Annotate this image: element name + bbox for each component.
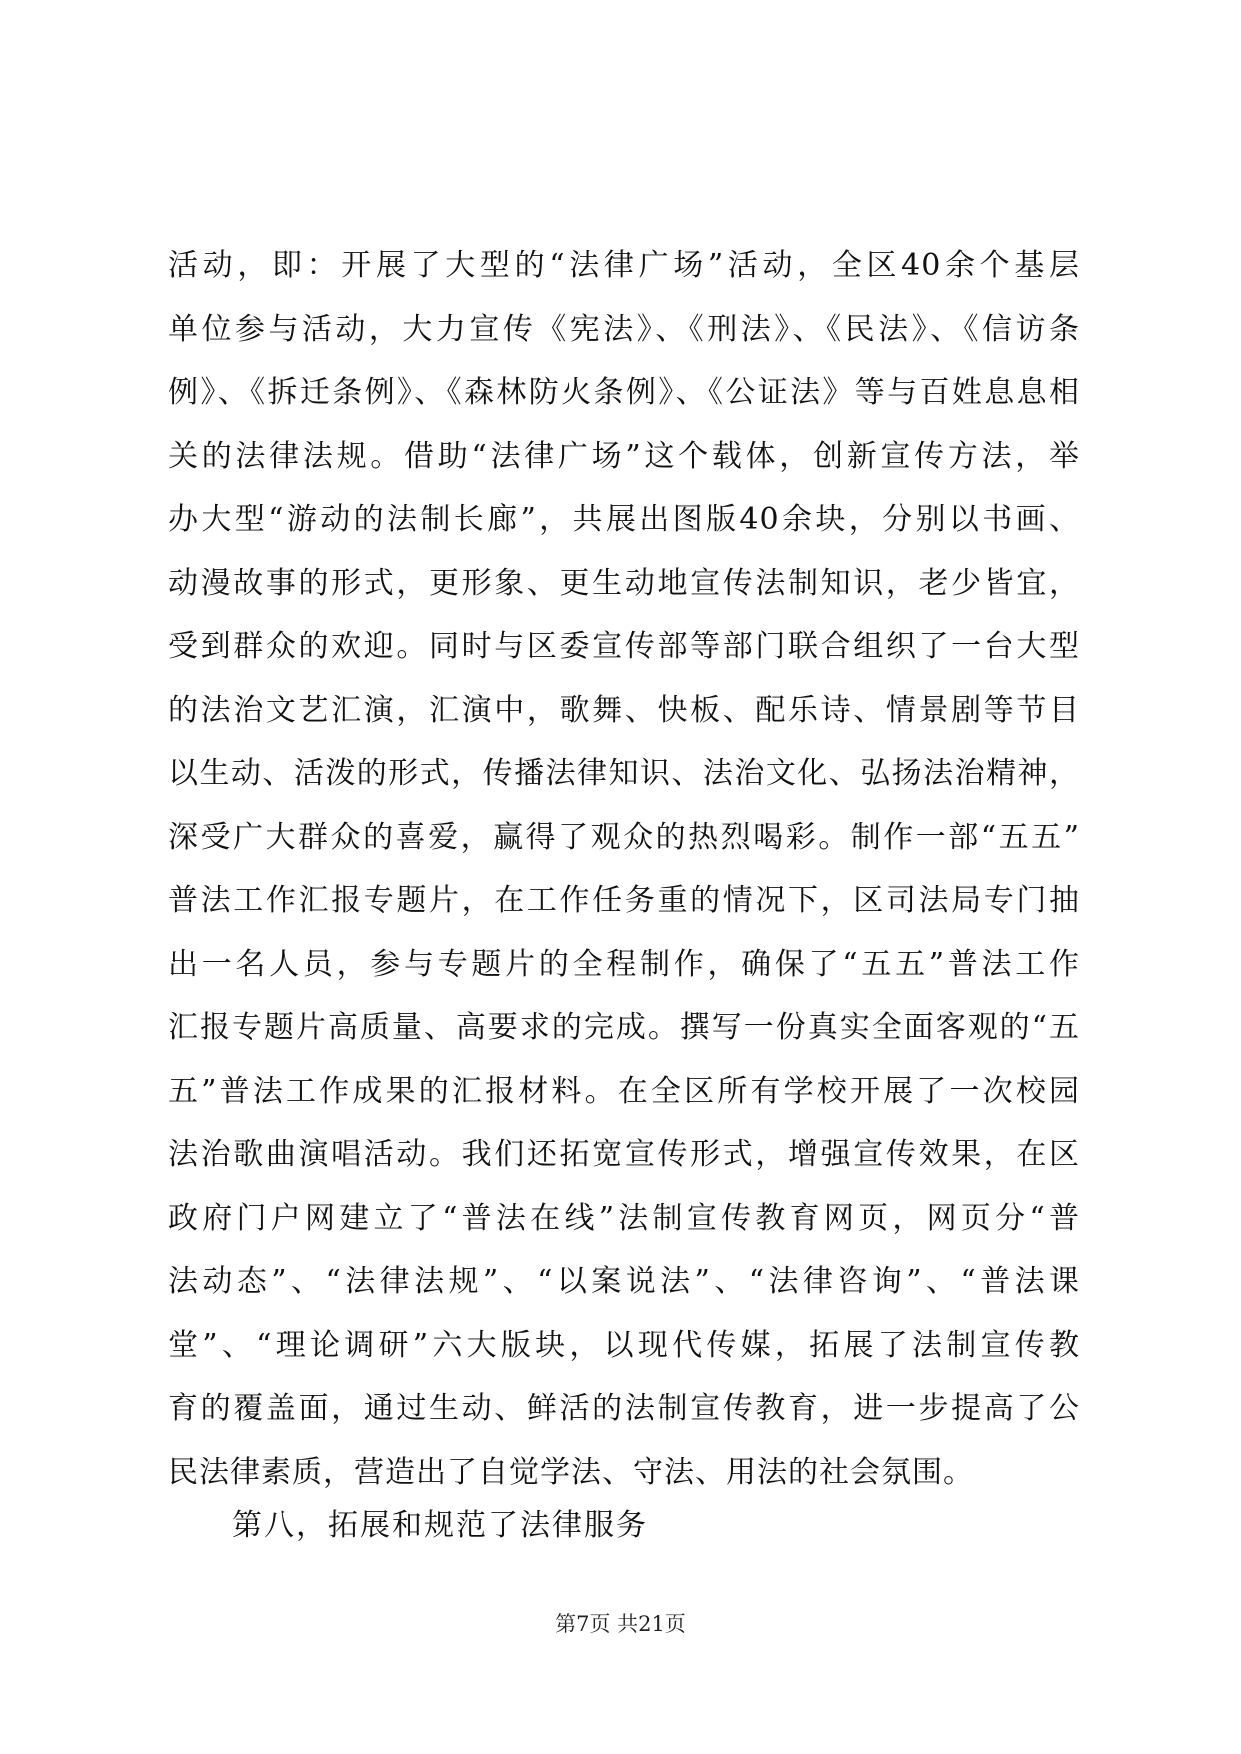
paragraph-line: 法治歌曲演唱活动。我们还拓宽宣传形式，增强宣传效果，在区: [168, 1137, 1080, 1172]
paragraph-line: 的法治文艺汇演，汇演中，歌舞、快板、配乐诗、情景剧等节目: [168, 692, 1080, 728]
paragraph-line: 深受广大群众的喜爱，赢得了观众的热烈喝彩。制作一部“五五”: [168, 819, 1080, 855]
page-number-footer: 第7页 共21页: [555, 1612, 686, 1636]
body-paragraph: [168, 234, 1080, 1504]
paragraph-line: 政府门户网建立了“普法在线”法制宣传教育网页，网页分“普: [168, 1200, 1080, 1236]
paragraph-line: 办大型“游动的法制长廊”，共展出图版40余块，分别以书画、: [168, 502, 1080, 537]
paragraph-line: 受到群众的欢迎。同时与区委宣传部等部门联合组织了一台大型: [168, 629, 1080, 664]
paragraph-line: 法动态”、“法律法规”、“以案说法”、“法律咨询”、“普法课: [168, 1264, 1080, 1299]
paragraph-line: 普法工作汇报专题片，在工作任务重的情况下，区司法局专门抽: [168, 883, 1080, 918]
paragraph-line: 以生动、活泼的形式，传播法律知识、法治文化、弘扬法治精神，: [168, 756, 1080, 791]
paragraph-line: 关的法律法规。借助“法律广场”这个载体，创新宣传方法，举: [168, 438, 1080, 474]
paragraph-line: 汇报专题片高质量、高要求的完成。撰写一份真实全面客观的“五: [168, 1010, 1080, 1045]
paragraph-line: 育的覆盖面，通过生动、鲜活的法制宣传教育，进一步提高了公: [168, 1391, 1080, 1426]
paragraph-line: 活动，即：开展了大型的“法律广场”活动，全区40余个基层: [168, 248, 1080, 283]
paragraph-line: 单位参与活动，大力宣传《宪法》、《刑法》、《民法》、《信访条: [168, 311, 1080, 347]
paragraph-line: 民法律素质，营造出了自觉学法、守法、用法的社会氛围。: [168, 1454, 974, 1490]
paragraph-line: 堂”、“理论调研”六大版块，以现代传媒，拓展了法制宣传教: [168, 1327, 1080, 1363]
paragraph-line: 五”普法工作成果的汇报材料。在全区所有学校开展了一次校园: [168, 1073, 1080, 1109]
paragraph-line: 出一名人员，参与专题片的全程制作，确保了“五五”普法工作: [168, 946, 1080, 982]
section-heading: 第八，拓展和规范了法律服务: [232, 1508, 648, 1543]
paragraph-line: 动漫故事的形式，更形象、更生动地宣传法制知识，老少皆宜，: [168, 565, 1080, 601]
paragraph-line: 例》、《拆迁条例》、《森林防火条例》、《公证法》等与百姓息息相: [168, 375, 1080, 410]
